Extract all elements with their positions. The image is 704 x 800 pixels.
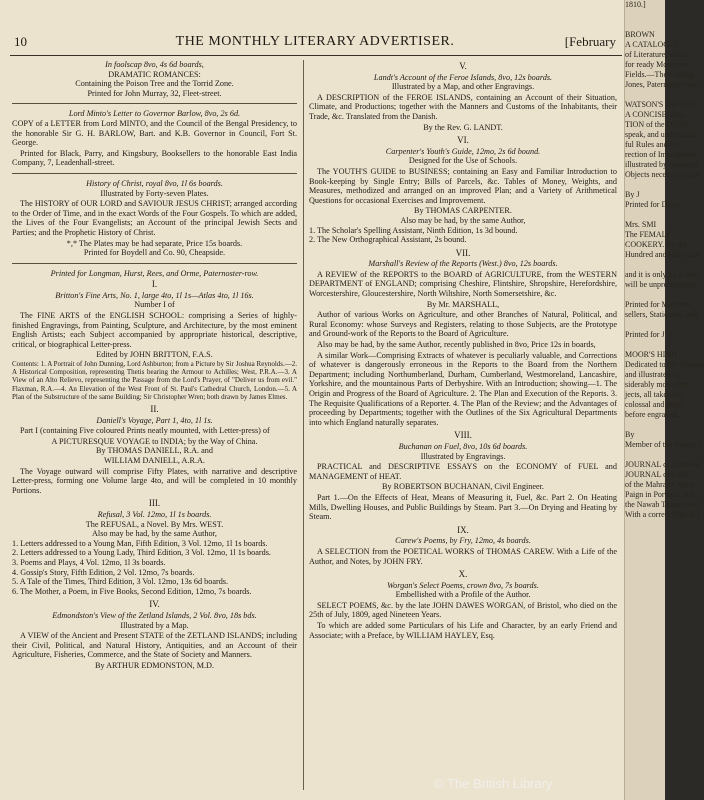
ad-body: A SELECTION from the POETICAL WORKS of THOMAS CAREW. With a Life of the Author, and Notes, by JOHN FRY. <box>309 546 617 566</box>
ad-line: Edited by JOHN BRITTON, F.A.S. <box>96 350 213 360</box>
facing-page-line: before engraved. <box>625 410 679 419</box>
ad-line: Illustrated by Forty-seven Plates. <box>100 188 209 198</box>
ad-line: By the Rev. G. LANDT. <box>423 122 503 132</box>
facing-page-line <box>625 10 665 20</box>
ad-britton <box>12 291 297 401</box>
facing-page-line: Printed for Mathews <box>625 300 691 309</box>
facing-page-line: and illustrated by <box>625 370 681 379</box>
ad-body: PRACTICAL and DESCRIPTIVE ESSAYS on the ECONOMY of FUEL and MANAGEMENT of HEAT. <box>309 462 617 481</box>
publisher-line: Printed for Longman, Hurst, Rees, and Orme, Paternoster-row. <box>50 268 259 278</box>
facing-page-line: illustrated by numerou <box>625 160 698 169</box>
ad-line: Also may be had, by the same Author, <box>92 529 217 539</box>
ad-list-item: 6. The Mother, a Poem, in Five Books, Second Edition, 12mo, 7s boards. <box>12 586 252 596</box>
ad-body: COPY of a LETTER from Lord MINTO, and the Council of the Bengal Presidency, to the honorable Sir G. H. BARLOW, Bart. and K.B. Governor in Council, Fort St. George. <box>12 118 297 148</box>
ad-body: Part I (containing Five coloured Prints neatly mounted, with Letter-press) of <box>20 426 270 436</box>
ad-line: *,* The Plates may be had separate, Price 15s boards. <box>66 238 243 248</box>
ad-refusal <box>12 510 297 596</box>
facing-page-line <box>625 260 665 270</box>
ad-body: The Voyage outward will comprise Fifty Plates, with narrative and descriptive Letter-press, forming one Volume large 4to, and will be completed in 10 monthly Portions. <box>12 466 297 495</box>
facing-page-line: and it is only by a very <box>625 270 699 279</box>
ad-line: Marshall's Review of the Reports (West.) 8vo, 12s boards. <box>368 259 558 269</box>
ad-body: Also may be had, by the same Author, recently published in 8vo, Price 12s in boards, <box>317 340 596 350</box>
ad-line: Carew's Poems, by Fry, 12mo, 4s boards. <box>395 536 531 546</box>
facing-page-line: A CATALOGUE <box>625 40 680 49</box>
ad-dramatic-romances <box>12 60 297 98</box>
ad-body: Author of various Works on Agriculture, and other Branches of Natural, Political, and Rural Economy: whose Surveys and Registers, relating to those Subjects, are the Prototype and Ground-work of the Reports to the Board of Agriculture. <box>309 310 617 339</box>
facing-page-line <box>625 450 665 460</box>
facing-page-line: JOURNAL of Lord We <box>625 460 700 469</box>
right-column <box>309 60 617 644</box>
page-number: 10 <box>14 34 27 49</box>
ad-body: A DESCRIPTION of the FEROE ISLANDS, containing an Account of their Situation, Climate, and Productions; together with the Manners and Customs of the Inhabitants, their Trade, &c. Translated from the Danish. <box>309 92 617 121</box>
month-label: [February <box>564 34 616 49</box>
facing-page-line: of the Mahratta Army <box>625 480 695 489</box>
ad-body: The YOUTH'S GUIDE to BUSINESS; containing an Easy and Familiar Introduction to Book-keeping by Single Entry; Bills of Parcels, &c. Tables of Money, Weights, and Measures, methodized and arranged on an improved Plan; and a Variety of Arithmetical Questions for occasional Exercises and Improvement. <box>309 166 617 205</box>
ad-buchanan <box>309 442 617 522</box>
ad-landt <box>309 73 617 133</box>
ad-line: By Mr. MARSHALL, <box>426 299 500 309</box>
facing-page-line: Printed for Darto <box>625 200 680 209</box>
facing-page-line <box>625 340 665 350</box>
ad-line: Illustrated by Engravings. <box>420 451 506 461</box>
separator <box>12 173 297 174</box>
ad-list-item: 1. Letters addressed to a Young Man, Fifth Edition, 3 Vol. 12mo, 1l 1s boards. <box>12 538 268 548</box>
ad-body: Printed for Black, Parry, and Kingsbury, Booksellers to the honorable East India Company, 7, Leadenhall-street. <box>12 148 297 168</box>
facing-page-line: By J <box>625 190 640 199</box>
facing-page-line: By <box>625 430 635 439</box>
facing-page-line: MOOR'S HIND <box>625 350 677 359</box>
running-header <box>10 32 620 52</box>
ad-line: Illustrated by a Map, and other Engravings. <box>391 82 535 92</box>
facing-page-line: for ready Money on <box>625 60 689 69</box>
ad-line: Illustrated by a Map. <box>120 620 189 630</box>
ad-line: Britton's Fine Arts, No. 1, large 4to, 1l 1s—Atlas 4to, 1l 16s. <box>55 290 254 300</box>
ad-edmondston <box>12 611 297 671</box>
left-column <box>12 60 297 674</box>
facing-page-line: siderably more than <box>625 380 689 389</box>
facing-page-line: Mrs. SMI <box>625 220 657 229</box>
facing-page-line: of Literature, which <box>625 50 689 59</box>
header-rule <box>10 55 622 56</box>
section-number: VII. <box>455 247 471 258</box>
ad-worgan <box>309 581 617 641</box>
section-number: X. <box>458 569 468 580</box>
section-number: VIII. <box>454 430 472 441</box>
ad-line: Printed for Boydell and Co. 90, Cheapside. <box>83 248 226 258</box>
section-number: VI. <box>457 135 469 146</box>
ad-line: Lord Minto's Letter to Governor Barlow, 8vo, 2s 6d. <box>68 109 241 119</box>
ad-body: A similar Work—Comprising Extracts of whatever is peculiarly valuable, and Corrections of whatever is dangerously erroneous in the Reports to the Board from the Northern Department; including Northumberland, Durham, Cumberland, Westmoreland, Lancashire, Yorkshire, and the mountainous Parts of Derbyshire. With an Introduction; showing—1. The Origin and Progress of the Board of Agriculture. 2. The Plan and Execution of the Reports. 3. The Requisite Qualifications of a Reporter. 4. The Plan of the Review; and the Advantages of proceeding by Departments; together with the Outlines of the Six Agricultural Departments into which England naturally separates. <box>309 350 617 427</box>
ad-line: Worgan's Select Poems, crown 8vo, 7s boards. <box>387 580 539 590</box>
section-number: II. <box>150 404 159 415</box>
ad-line: Also may be had, by the same Author, <box>400 215 526 225</box>
ad-line: Daniell's Voyage, Part 1, 4to, 1l 1s. <box>96 415 213 425</box>
facing-page-line: colossal and other <box>625 400 683 409</box>
section-number: IX. <box>457 524 469 535</box>
facing-page-line: sellers, Stationers, and <box>625 310 697 319</box>
ad-body: The HISTORY of OUR LORD and SAVIOUR JESUS CHRIST; arranged according to the Order of Time, and in the exact Words of the Four Gospels. To which are added, the Lives of the Four Evangelists; an Account of the principal Jewish Sects and Parties; and the Prophetic History of Christ. <box>12 199 297 237</box>
facing-page-line: JOURNAL of a RE <box>625 470 688 479</box>
ad-daniell <box>12 416 297 496</box>
facing-page-line: WATSON'S INSTRU <box>625 100 695 109</box>
ad-line: Buchanan on Fuel, 8vo, 10s 6d boards. <box>398 441 528 451</box>
section-number: IV. <box>149 599 160 610</box>
ad-line: Printed for John Murray, 32, Fleet-street. <box>87 88 222 98</box>
ad-body: SELECT POEMS, &c. by the late JOHN DAWES WORGAN, of Bristol, who died on the 25th of July, 1809, aged Nineteen Years. <box>309 600 617 620</box>
ad-title: The REFUSAL, a Novel. By Mrs. WEST. <box>85 519 224 529</box>
facing-page-line: Jones, Paternoster-row <box>625 80 698 89</box>
ad-line: WILLIAM DANIELL, A.R.A. <box>104 456 205 466</box>
facing-page-edge <box>624 0 704 800</box>
ad-line: Containing the Poison Tree and the Torrid Zone. <box>75 79 234 89</box>
facing-page-line <box>625 90 665 100</box>
facing-page-line: the Nawab Tippoo Sult <box>625 500 700 509</box>
section-number: III. <box>148 498 161 509</box>
ad-line: By ROBERTSON BUCHANAN, Civil Engineer. <box>382 482 544 492</box>
facing-page-line: Member of the Asiatic S <box>625 440 704 449</box>
ad-line: Refusal, 3 Vol. 12mo, 1l 1s boards. <box>97 509 212 519</box>
running-title: THE MONTHLY LITERARY ADVERTISER. <box>175 34 455 49</box>
ad-line: History of Christ, royal 8vo, 1l 6s boards. <box>86 178 223 188</box>
facing-page-line <box>625 290 665 300</box>
ad-line: Carpenter's Youth's Guide, 12mo, 2s 6d bound. <box>385 146 541 156</box>
facing-page-line: Objects necessary to be <box>625 170 701 179</box>
section-number: V. <box>459 61 467 71</box>
ad-line: By THOMAS CARPENTER. <box>414 206 512 216</box>
facing-page-line: Fields.—The Catalog <box>625 70 694 79</box>
ad-carew <box>309 536 617 566</box>
ad-title: A PICTURESQUE VOYAGE to INDIA; by the Way of China. <box>51 436 258 446</box>
ad-history-of-christ <box>12 179 297 258</box>
ad-title: DRAMATIC ROMANCES: <box>108 69 201 79</box>
section-number: I. <box>151 279 158 290</box>
facing-page-line: A CONCISE Theo <box>625 110 685 119</box>
facing-page-line: 1810.] <box>625 0 646 9</box>
ad-list-item: 5. A Tale of the Times, Third Edition, 3 Vol. 12mo, 13s 6d boards. <box>12 577 229 587</box>
facing-page-line: COOKERY. By the <box>625 240 688 249</box>
facing-page-line <box>625 210 665 220</box>
separator <box>12 103 297 104</box>
ad-list-item: 2. The New Orthographical Assistant, 2s bound. <box>309 235 467 245</box>
facing-page-line: Paign in Portugal and <box>625 490 695 499</box>
ad-line: Designed for the Use of Schools. <box>408 156 518 166</box>
facing-page-line: jects, all taken fro <box>625 390 683 399</box>
ad-line: In foolscap 8vo, 4s 6d boards, <box>105 60 204 69</box>
ad-body: A VIEW of the Ancient and Present STATE of the ZETLAND ISLANDS; including their Civil, Political, and Natural History, Antiquities, and an Account of their Agriculture, Fisheries, Commerce, and the State of Society and Manners. <box>12 631 297 660</box>
library-watermark: © The British Library <box>434 776 553 791</box>
facing-page-line: speak, and understand <box>625 130 696 139</box>
ad-list-item: 1. The Scholar's Spelling Assistant, Ninth Edition, 1s 3d bound. <box>309 225 518 235</box>
facing-page-line: Hundred and Fifty valu <box>625 250 700 259</box>
ad-body: A REVIEW of the REPORTS to the BOARD of AGRICULTURE, from the WESTERN DEPARTMENT of ENGLAND; comprising Cheshire, Flintshire, Shropshire, Herefordshire, Worcestershire, Gloucestershire, North Wiltshire, North Somersetshire, &c. <box>309 269 617 299</box>
facing-page-line: TION of the DEAF <box>625 120 688 129</box>
facing-page-line: rection of Impediment <box>625 150 697 159</box>
facing-page-line: With a correct Plan of t <box>625 510 700 519</box>
column-rule <box>303 60 304 790</box>
ad-contents: Contents: 1. A Portrait of John Dunning, Lord Ashburton; from a Picture by Sir Joshua Reynolds.—2. A Historical Composition, representing Thetis bearing the Armour to Achilles; West, P.R.A.—3. A View of an Alto Relievo, representing the Passage from the Lord's Prayer, of "Deliver us from evil." Flaxman, R.A.—4. An Elevation of the West Front of St. Paul's Cathedral Church, London.—5. A Plan of the Substructure of the same Building; Sir Christopher Wren; both drawn by James Elmes. <box>12 360 297 401</box>
facing-page-line: BROWN <box>625 30 655 39</box>
facing-page-line <box>625 420 665 430</box>
ad-body: The FINE ARTS of the ENGLISH SCHOOL: comprising a Series of highly-finished Engravings, from Painting, Sculpture, and Architecture, by the most eminent English Artists; each Subject accompanied by appropriate historical, descriptive, critical, or biographical Letter-press. <box>12 311 297 349</box>
ad-body: Part 1.—On the Effects of Heat, Means of Measuring it, Fuel, &c. Part 2. On Heating Mills, Dwelling Houses, and Public Buildings by Steam. Part 3.—On Drying and Heating by Steam. <box>309 492 617 522</box>
ad-line: Edmondston's View of the Zetland Islands, 2 Vol. 8vo, 18s bds. <box>52 610 257 620</box>
facing-page-line: Printed for J. J <box>625 330 672 339</box>
ad-list-item: 2. Letters addressed to a Young Lady, Third Edition, 3 Vol. 12mo, 1l 1s boards. <box>12 548 271 558</box>
ad-line: Landt's Account of the Feroe Islands, 8vo, 12s boards. <box>373 72 553 82</box>
ad-marshall <box>309 259 617 427</box>
facing-page-line <box>625 320 665 330</box>
facing-page-line: The FEMALE <box>625 230 672 239</box>
ad-list-item: 4. Gossip's Story, Fifth Edition, 2 Vol. 12mo, 7s boards. <box>12 567 195 577</box>
facing-page-line: ful Rules and Ex- <box>625 140 682 149</box>
ad-list-item: 3. Poems and Plays, 4 Vol. 12mo, 1l 3s boards. <box>12 557 166 567</box>
ad-line: By ARTHUR EDMONSTON, M.D. <box>95 660 214 670</box>
facing-page-line: will be unprecedented <box>625 280 696 289</box>
separator <box>12 263 297 264</box>
ad-line: By THOMAS DANIELL, R.A. and <box>96 446 213 456</box>
facing-page-line <box>625 20 665 30</box>
facing-page-line <box>625 180 665 190</box>
facing-page-line: Dedicated to the Honour <box>625 360 704 369</box>
ad-line: Number I of <box>134 300 175 310</box>
ad-line: Embellished with a Profile of the Author. <box>395 590 531 600</box>
ad-lord-minto <box>12 109 297 168</box>
ad-carpenter <box>309 147 617 245</box>
ad-body: To which are added some Particulars of his Life and Character, by an early Friend and Associate; with a Preface, by WILLIAM HAYLEY, Esq. <box>309 621 617 640</box>
